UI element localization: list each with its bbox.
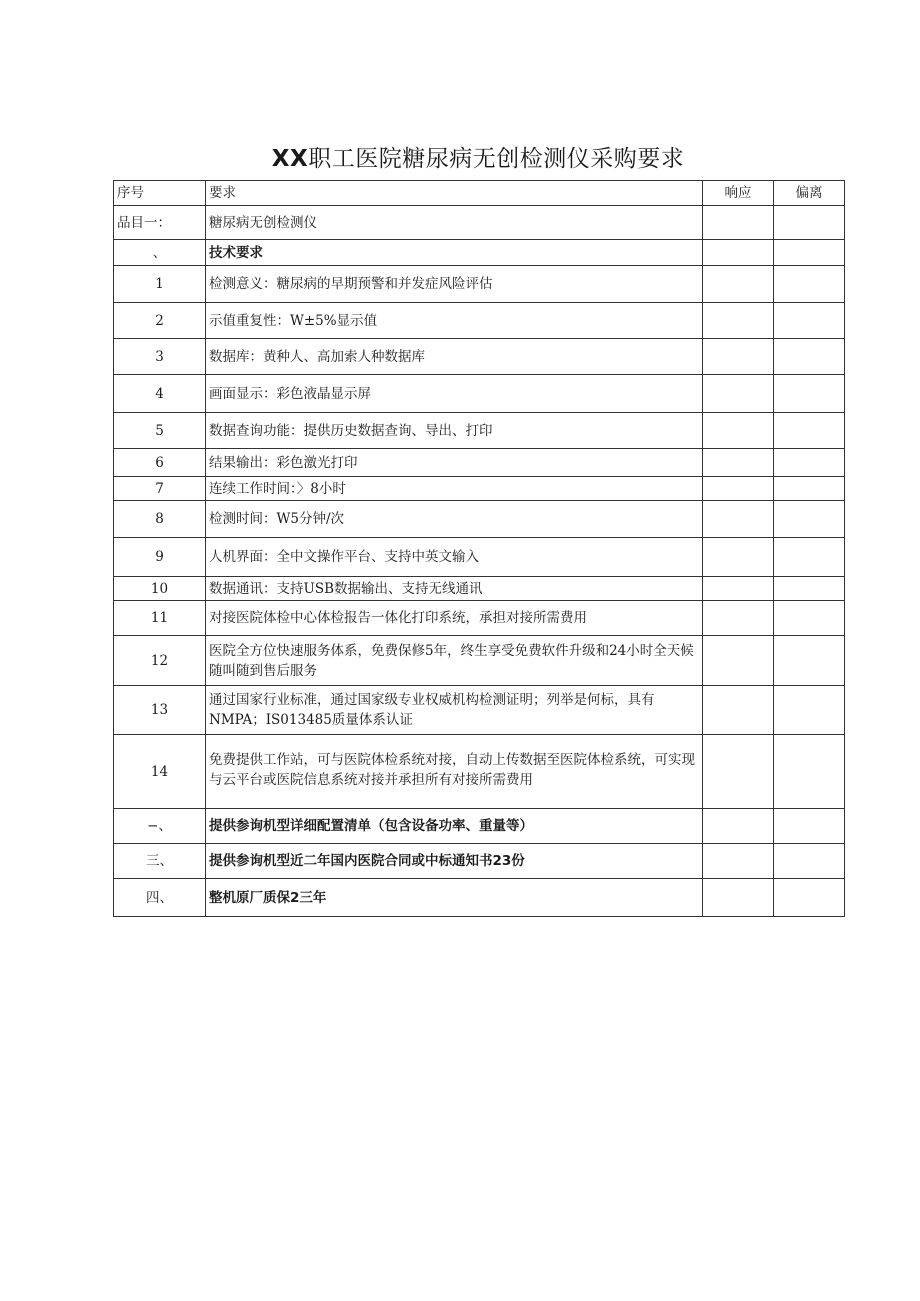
item-text: 医院全方位快速服务体系，免费保修5年，终生享受免费软件升级和24小时全天候随叫随到售后服务 (206, 636, 703, 686)
response-cell (703, 686, 774, 735)
header-requirement: 要求 (206, 181, 703, 206)
item-no: 2 (114, 303, 206, 339)
response-cell (703, 339, 774, 375)
response-cell (703, 303, 774, 339)
item-row (114, 601, 845, 636)
page-title (0, 140, 920, 173)
header-no: 序号 (114, 181, 206, 206)
item-row (114, 266, 845, 303)
deviation-cell (774, 879, 845, 917)
response-cell (703, 636, 774, 686)
item-text: 人机界面：全中文操作平台、支持中英文输入 (206, 538, 703, 577)
item-row (114, 686, 845, 735)
deviation-cell (774, 844, 845, 879)
deviation-cell (774, 375, 845, 413)
item-no: 5 (114, 413, 206, 449)
deviation-cell (774, 266, 845, 303)
requirements-table (113, 180, 845, 917)
item-row (114, 636, 845, 686)
section-row (114, 844, 845, 879)
item-no: 4 (114, 375, 206, 413)
product-name: 糖尿病无创检测仪 (206, 206, 703, 240)
item-no: 8 (114, 501, 206, 538)
header-deviation: 偏离 (774, 181, 845, 206)
item-row (114, 735, 845, 809)
item-row (114, 449, 845, 477)
item-no: 1 (114, 266, 206, 303)
item-text: 数据查询功能：提供历史数据查询、导出、打印 (206, 413, 703, 449)
item-text: 连续工作时间：〉8小时 (206, 477, 703, 501)
section-row (114, 879, 845, 917)
response-cell (703, 240, 774, 266)
section-row (114, 240, 845, 266)
deviation-cell (774, 735, 845, 809)
item-text: 示值重复性：W±5%显示值 (206, 303, 703, 339)
item-no: 14 (114, 735, 206, 809)
section-text: 提供参询机型详细配置清单（包含设备功率、重量等） (206, 809, 703, 844)
response-cell (703, 413, 774, 449)
response-cell (703, 809, 774, 844)
section-text: 提供参询机型近二年国内医院合同或中标通知书23份 (206, 844, 703, 879)
item-row (114, 538, 845, 577)
response-cell (703, 735, 774, 809)
deviation-cell (774, 449, 845, 477)
section-no: 三、 (114, 844, 206, 879)
section-no: −、 (114, 809, 206, 844)
item-text: 免费提供工作站，可与医院体检系统对接，自动上传数据至医院体检系统，可实现与云平台或医院信息系统对接并承担所有对接所需费用 (206, 735, 703, 809)
item-no: 10 (114, 577, 206, 601)
item-text: 数据通讯：支持USB数据输出、支持无线通讯 (206, 577, 703, 601)
response-cell (703, 601, 774, 636)
response-cell (703, 577, 774, 601)
title-text: 职工医院糖尿病无创检测仪采购要求 (308, 146, 685, 172)
section-text: 技术要求 (206, 240, 703, 266)
deviation-cell (774, 577, 845, 601)
response-cell (703, 206, 774, 240)
deviation-cell (774, 601, 845, 636)
header-row (114, 181, 845, 206)
deviation-cell (774, 339, 845, 375)
section-text: 整机原厂质保2三年 (206, 879, 703, 917)
response-cell (703, 501, 774, 538)
deviation-cell (774, 538, 845, 577)
response-cell (703, 477, 774, 501)
item-no: 7 (114, 477, 206, 501)
item-text: 画面显示：彩色液晶显示屏 (206, 375, 703, 413)
deviation-cell (774, 240, 845, 266)
item-row (114, 375, 845, 413)
title-prefix: XX (271, 146, 309, 172)
deviation-cell (774, 636, 845, 686)
deviation-cell (774, 413, 845, 449)
item-row (114, 339, 845, 375)
deviation-cell (774, 303, 845, 339)
item-no: 9 (114, 538, 206, 577)
item-row (114, 477, 845, 501)
response-cell (703, 266, 774, 303)
response-cell (703, 449, 774, 477)
item-text: 检测时间：W5分钟/次 (206, 501, 703, 538)
item-row (114, 413, 845, 449)
item-row (114, 501, 845, 538)
section-no: 、 (114, 240, 206, 266)
deviation-cell (774, 477, 845, 501)
response-cell (703, 375, 774, 413)
item-row (114, 303, 845, 339)
item-no: 6 (114, 449, 206, 477)
item-row (114, 577, 845, 601)
response-cell (703, 844, 774, 879)
section-row (114, 809, 845, 844)
item-no: 12 (114, 636, 206, 686)
deviation-cell (774, 501, 845, 538)
header-response: 响应 (703, 181, 774, 206)
item-no: 3 (114, 339, 206, 375)
product-label: 品目一： (114, 206, 206, 240)
item-text: 检测意义：糖尿病的早期预警和并发症风险评估 (206, 266, 703, 303)
response-cell (703, 538, 774, 577)
item-text: 通过国家行业标准，通过国家级专业权威机构检测证明；列举是何标，具有NMPA；IS013485质量体系认证 (206, 686, 703, 735)
deviation-cell (774, 206, 845, 240)
deviation-cell (774, 809, 845, 844)
item-text: 结果输出：彩色激光打印 (206, 449, 703, 477)
item-no: 11 (114, 601, 206, 636)
deviation-cell (774, 686, 845, 735)
item-text: 数据库：黄种人、高加索人种数据库 (206, 339, 703, 375)
item-text: 对接医院体检中心体检报告一体化打印系统，承担对接所需费用 (206, 601, 703, 636)
section-no: 四、 (114, 879, 206, 917)
product-row (114, 206, 845, 240)
item-no: 13 (114, 686, 206, 735)
response-cell (703, 879, 774, 917)
